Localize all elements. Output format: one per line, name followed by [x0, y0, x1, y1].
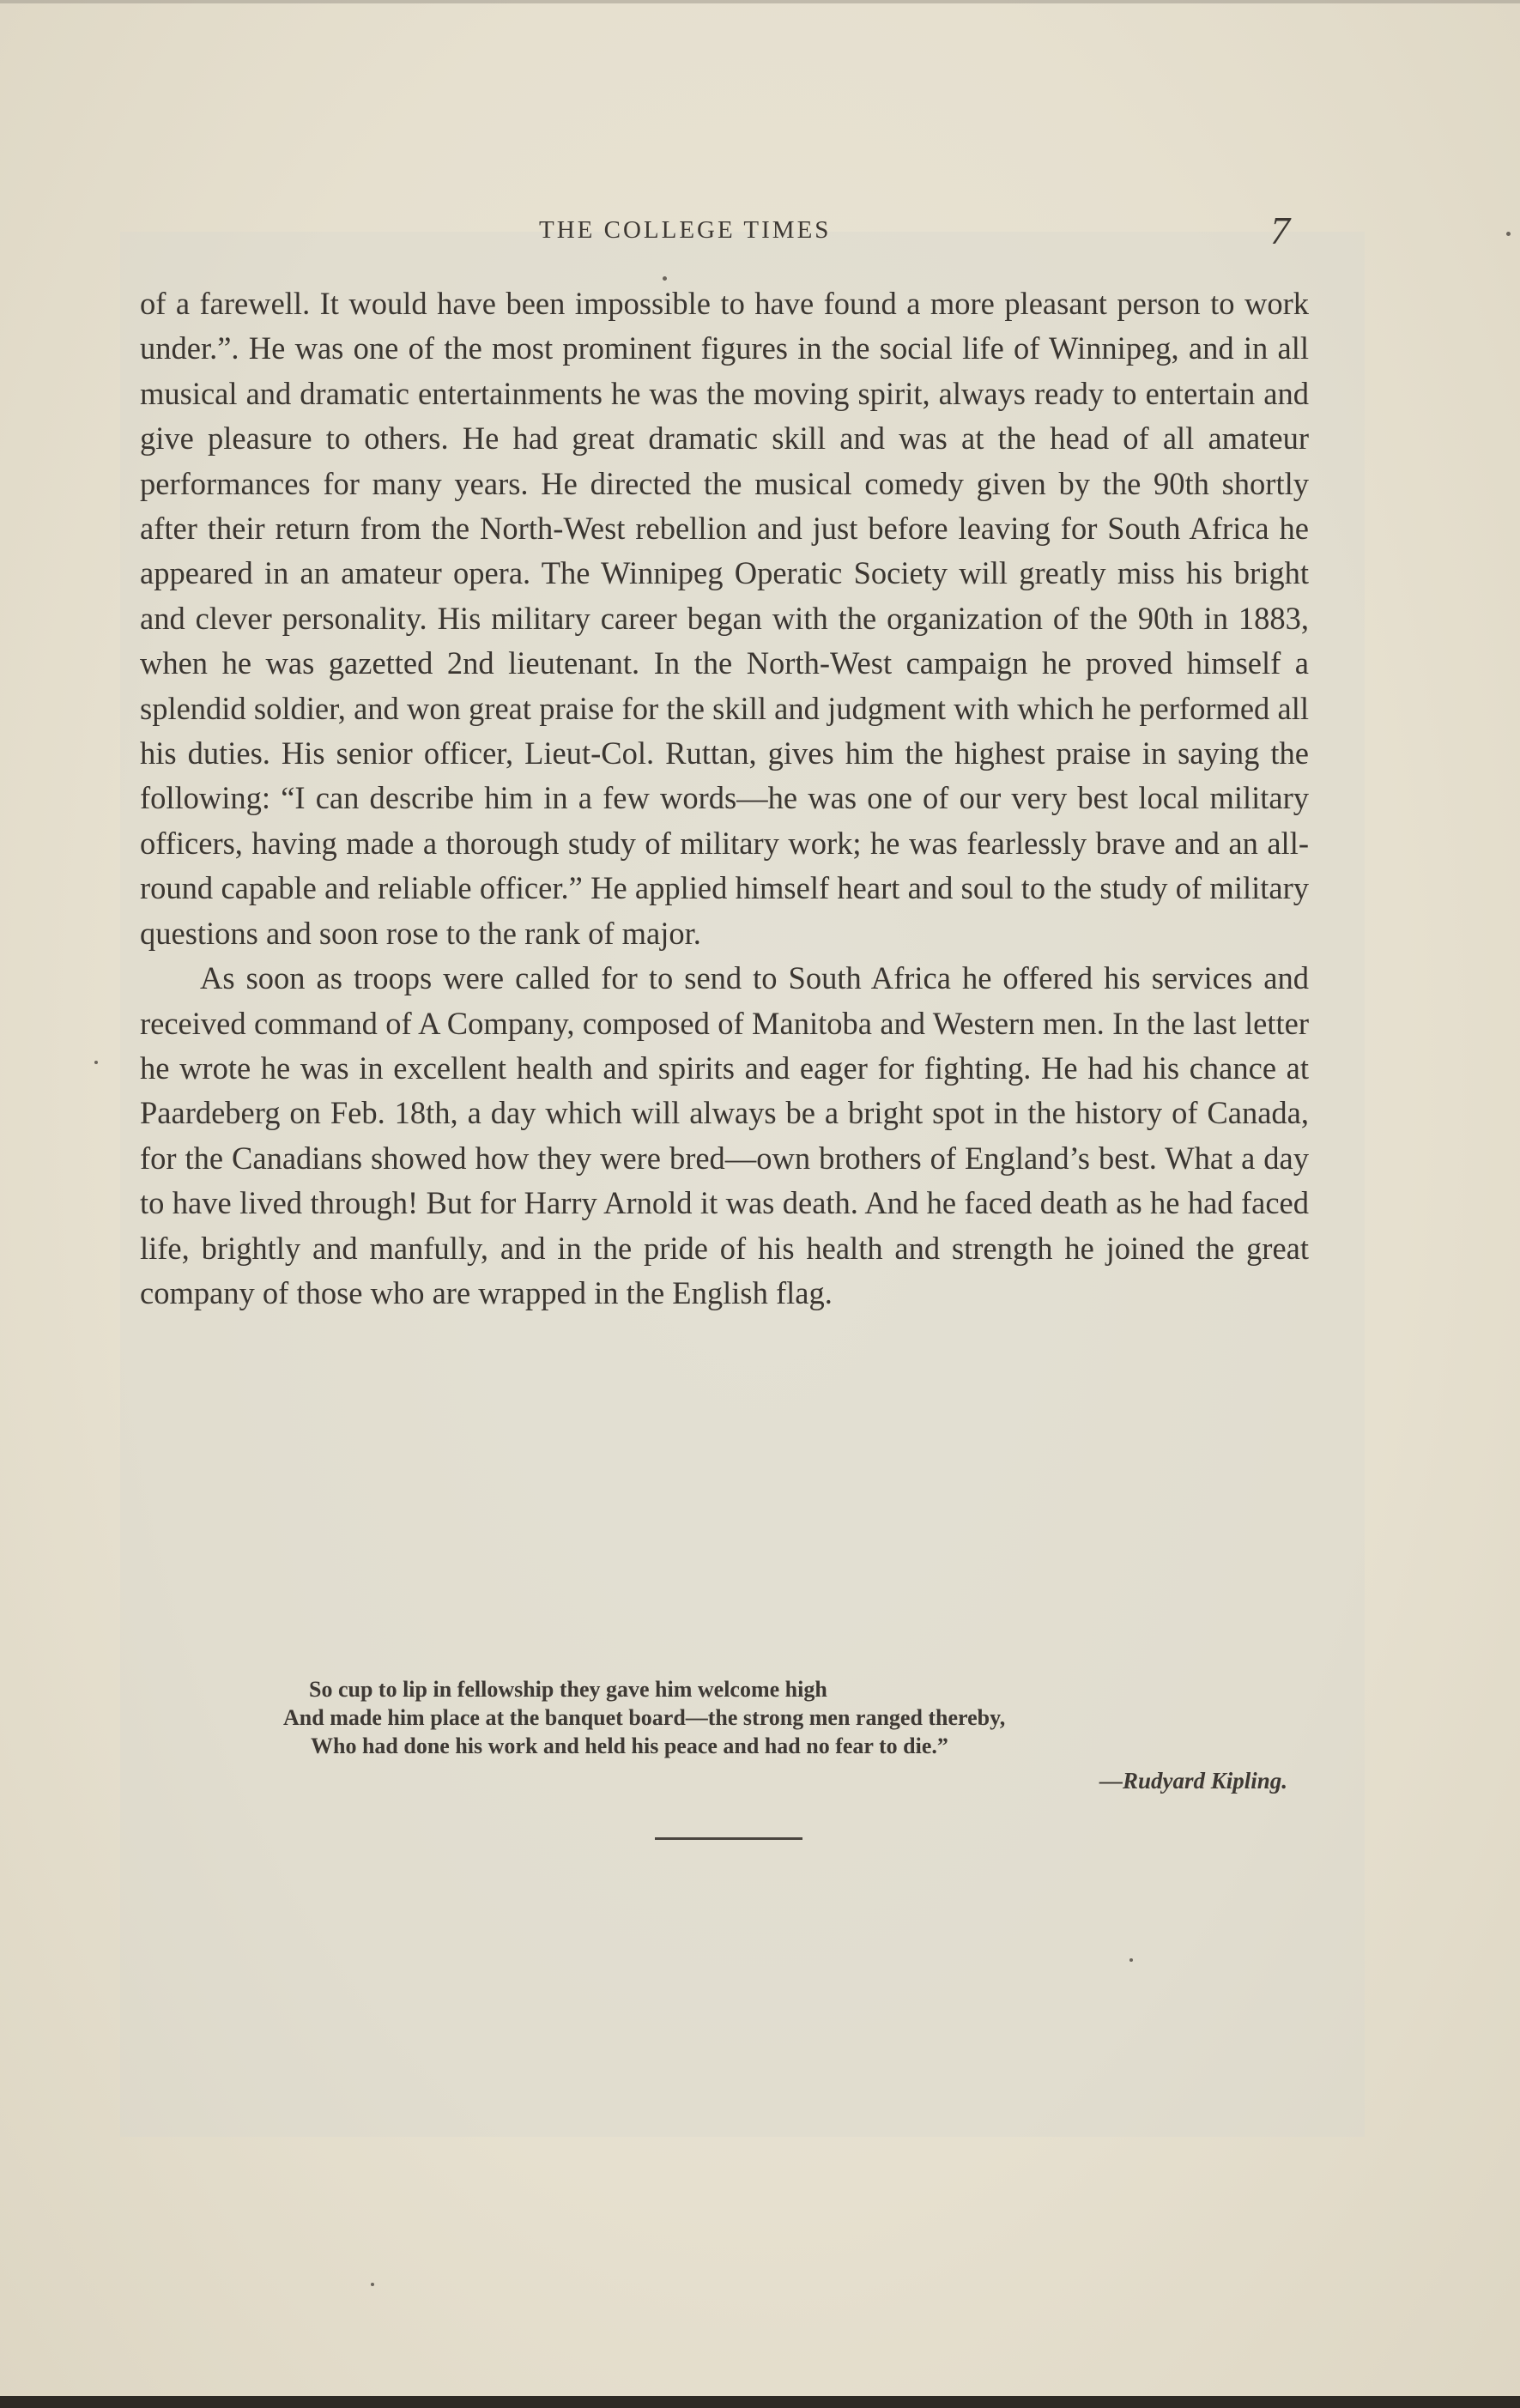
- quote-line-1: So cup to lip in fellowship they gave him welcome high: [309, 1677, 827, 1702]
- page-bottom-edge: [0, 2396, 1520, 2408]
- quote-line-3: Who had done his work and held his peace and had no fear to die.”: [311, 1733, 948, 1758]
- print-speck: [371, 2283, 374, 2286]
- print-speck: [1506, 232, 1511, 236]
- page-number: 7: [1270, 209, 1290, 252]
- print-speck: [663, 276, 667, 281]
- paragraph-1: of a farewell. It would have been impossible to have found a more pleasant person to work under.”. He was one of the most prominent figures in the social life of Winnipeg, and in all musical and dramatic entertainments he was the moving spirit, always ready to entertain and give pleasure to others. He had great dramatic skill and was at the head of all amateur performances for many years. He directed the musical comedy given by the 90th shortly after their return from the North-West rebellion and just before leaving for South Africa he appeared in an amateur opera. The Winnipeg Operatic Society will greatly miss his bright and clever personality. His military career began with the organization of the 90th in 1883, when he was gazetted 2nd lieutenant. In the North-West campaign he proved himself a splendid soldier, and won great praise for the skill and judgment with which he performed all his duties. His senior officer, Lieut-Col. Ruttan, gives him the highest praise in saying the following: “I can describe him in a few words—he was one of our very best local military officers, having made a thorough study of military work; he was fearlessly brave and an all-round capable and reliable officer.” He applied himself heart and soul to the study of military questions and soon rose to the rank of major.: [140, 286, 1309, 951]
- article-body: [140, 281, 1309, 1316]
- quote-attribution: —Rudyard Kipling.: [1099, 1768, 1287, 1794]
- running-title: THE COLLEGE TIMES: [539, 216, 832, 244]
- paragraph-2: As soon as troops were called for to send to South Africa he offered his services and received command of A Company, composed of Manitoba and Western men. In the last letter he wrote he was in excellent health and spirits and eager for fighting. He had his chance at Paardeberg on Feb. 18th, a day which will always be a bright spot in the history of Canada, for the Canadians showed how they were bred—own brothers of England’s best. What a day to have lived through! But for Harry Arnold it was death. And he faced death as he had faced life, brightly and manfully, and in the pride of his health and strength he joined the great company of those who are wrapped in the English flag.: [140, 960, 1309, 1310]
- quote-line-2: And made him place at the banquet board—the strong men ranged thereby,: [283, 1705, 1006, 1730]
- print-speck: [1129, 1958, 1133, 1962]
- print-speck: [94, 1061, 98, 1064]
- section-end-rule: [655, 1837, 802, 1840]
- page-top-edge: [0, 0, 1520, 3]
- verse-quotation: [283, 1675, 1313, 1760]
